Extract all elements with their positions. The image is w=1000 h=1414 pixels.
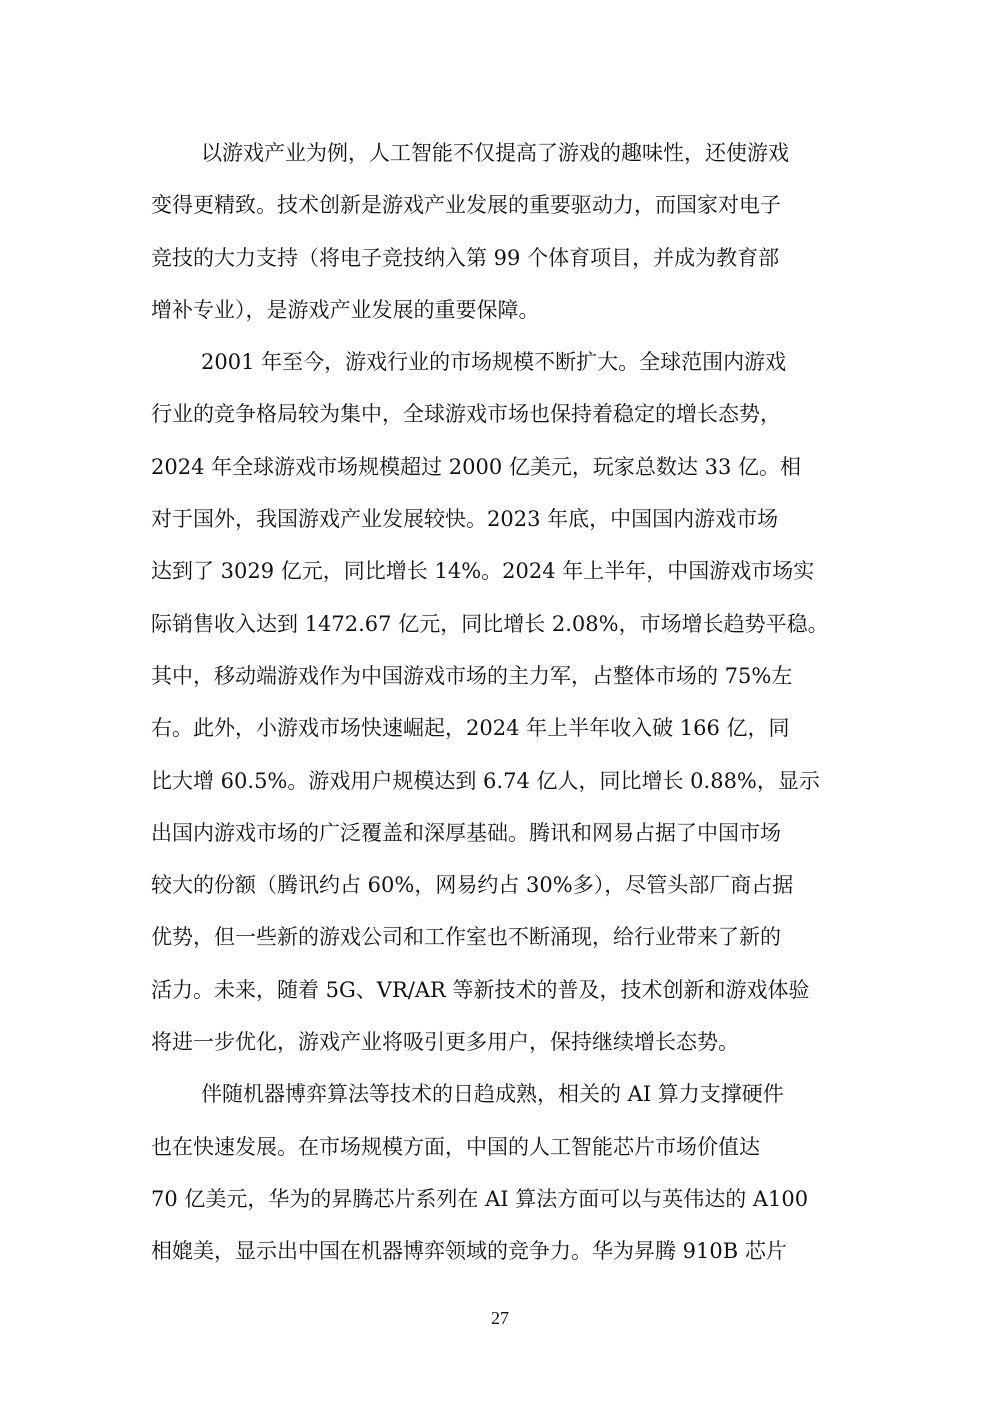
text-line: 其中，移动端游戏作为中国游戏市场的主力军，占整体市场的 75%左 (151, 663, 793, 688)
paragraph-ai-chips (151, 1068, 851, 1277)
paragraph-market-scale (151, 336, 851, 1068)
text-line: 也在快速发展。在市场规模方面，中国的人工智能芯片市场价值达 (151, 1134, 760, 1159)
text-line: 增补专业），是游戏产业发展的重要保障。 (151, 297, 540, 322)
text-line: 70 亿美元，华为的昇腾芯片系列在 AI 算法方面可以与英伟达的 A100 (151, 1186, 809, 1211)
text-line: 活力。未来，随着 5G、VR/AR 等新技术的普及，技术创新和游戏体验 (151, 977, 810, 1002)
text-line: 对于国外，我国游戏产业发展较快。2023 年底，中国国内游戏市场 (151, 507, 779, 532)
text-line: 出国内游戏市场的广泛覆盖和深厚基础。腾讯和网易占据了中国市场 (151, 820, 781, 845)
text-line: 达到了 3029 亿元，同比增长 14%。2024 年上半年，中国游戏市场实 (151, 559, 815, 584)
text-line: 以游戏产业为例，人工智能不仅提高了游戏的趣味性，还使游戏 (201, 141, 789, 165)
text-line: 较大的份额（腾讯约占 60%，网易约占 30%多），尽管头部厂商占据 (151, 873, 794, 898)
body-text (151, 127, 851, 1278)
text-line: 2001 年至今，游戏行业的市场规模不断扩大。全球范围内游戏 (201, 350, 787, 375)
text-line: 变得更精致。技术创新是游戏产业发展的重要驱动力，而国家对电子 (151, 193, 781, 218)
text-line: 相媲美，显示出中国在机器博弈领域的竞争力。华为昇腾 910B 芯片 (151, 1239, 787, 1264)
page-number: 27 (491, 1308, 509, 1328)
text-line: 际销售收入达到 1472.67 亿元，同比增长 2.08%，市场增长趋势平稳。 (151, 611, 829, 636)
text-line: 优势，但一些新的游戏公司和工作室也不断涌现，给行业带来了新的 (151, 925, 781, 950)
text-line: 伴随机器博弈算法等技术的日趋成熟，相关的 AI 算力支撑硬件 (201, 1082, 784, 1107)
text-line: 将进一步优化，游戏产业将吸引更多用户，保持继续增长态势。 (151, 1030, 739, 1055)
text-line: 竞技的大力支持（将电子竞技纳入第 99 个体育项目，并成为教育部 (151, 245, 780, 270)
text-line: 行业的竞争格局较为集中，全球游戏市场也保持着稳定的增长态势， (151, 402, 781, 427)
text-line: 右。此外，小游戏市场快速崛起，2024 年上半年收入破 166 亿，同 (151, 716, 790, 741)
text-line: 2024 年全球游戏市场规模超过 2000 亿美元，玩家总数达 33 亿。相 (151, 454, 801, 479)
text-line: 比大增 60.5%。游戏用户规模达到 6.74 亿人，同比增长 0.88%，显示 (151, 768, 820, 793)
paragraph-gaming-industry (151, 127, 851, 336)
